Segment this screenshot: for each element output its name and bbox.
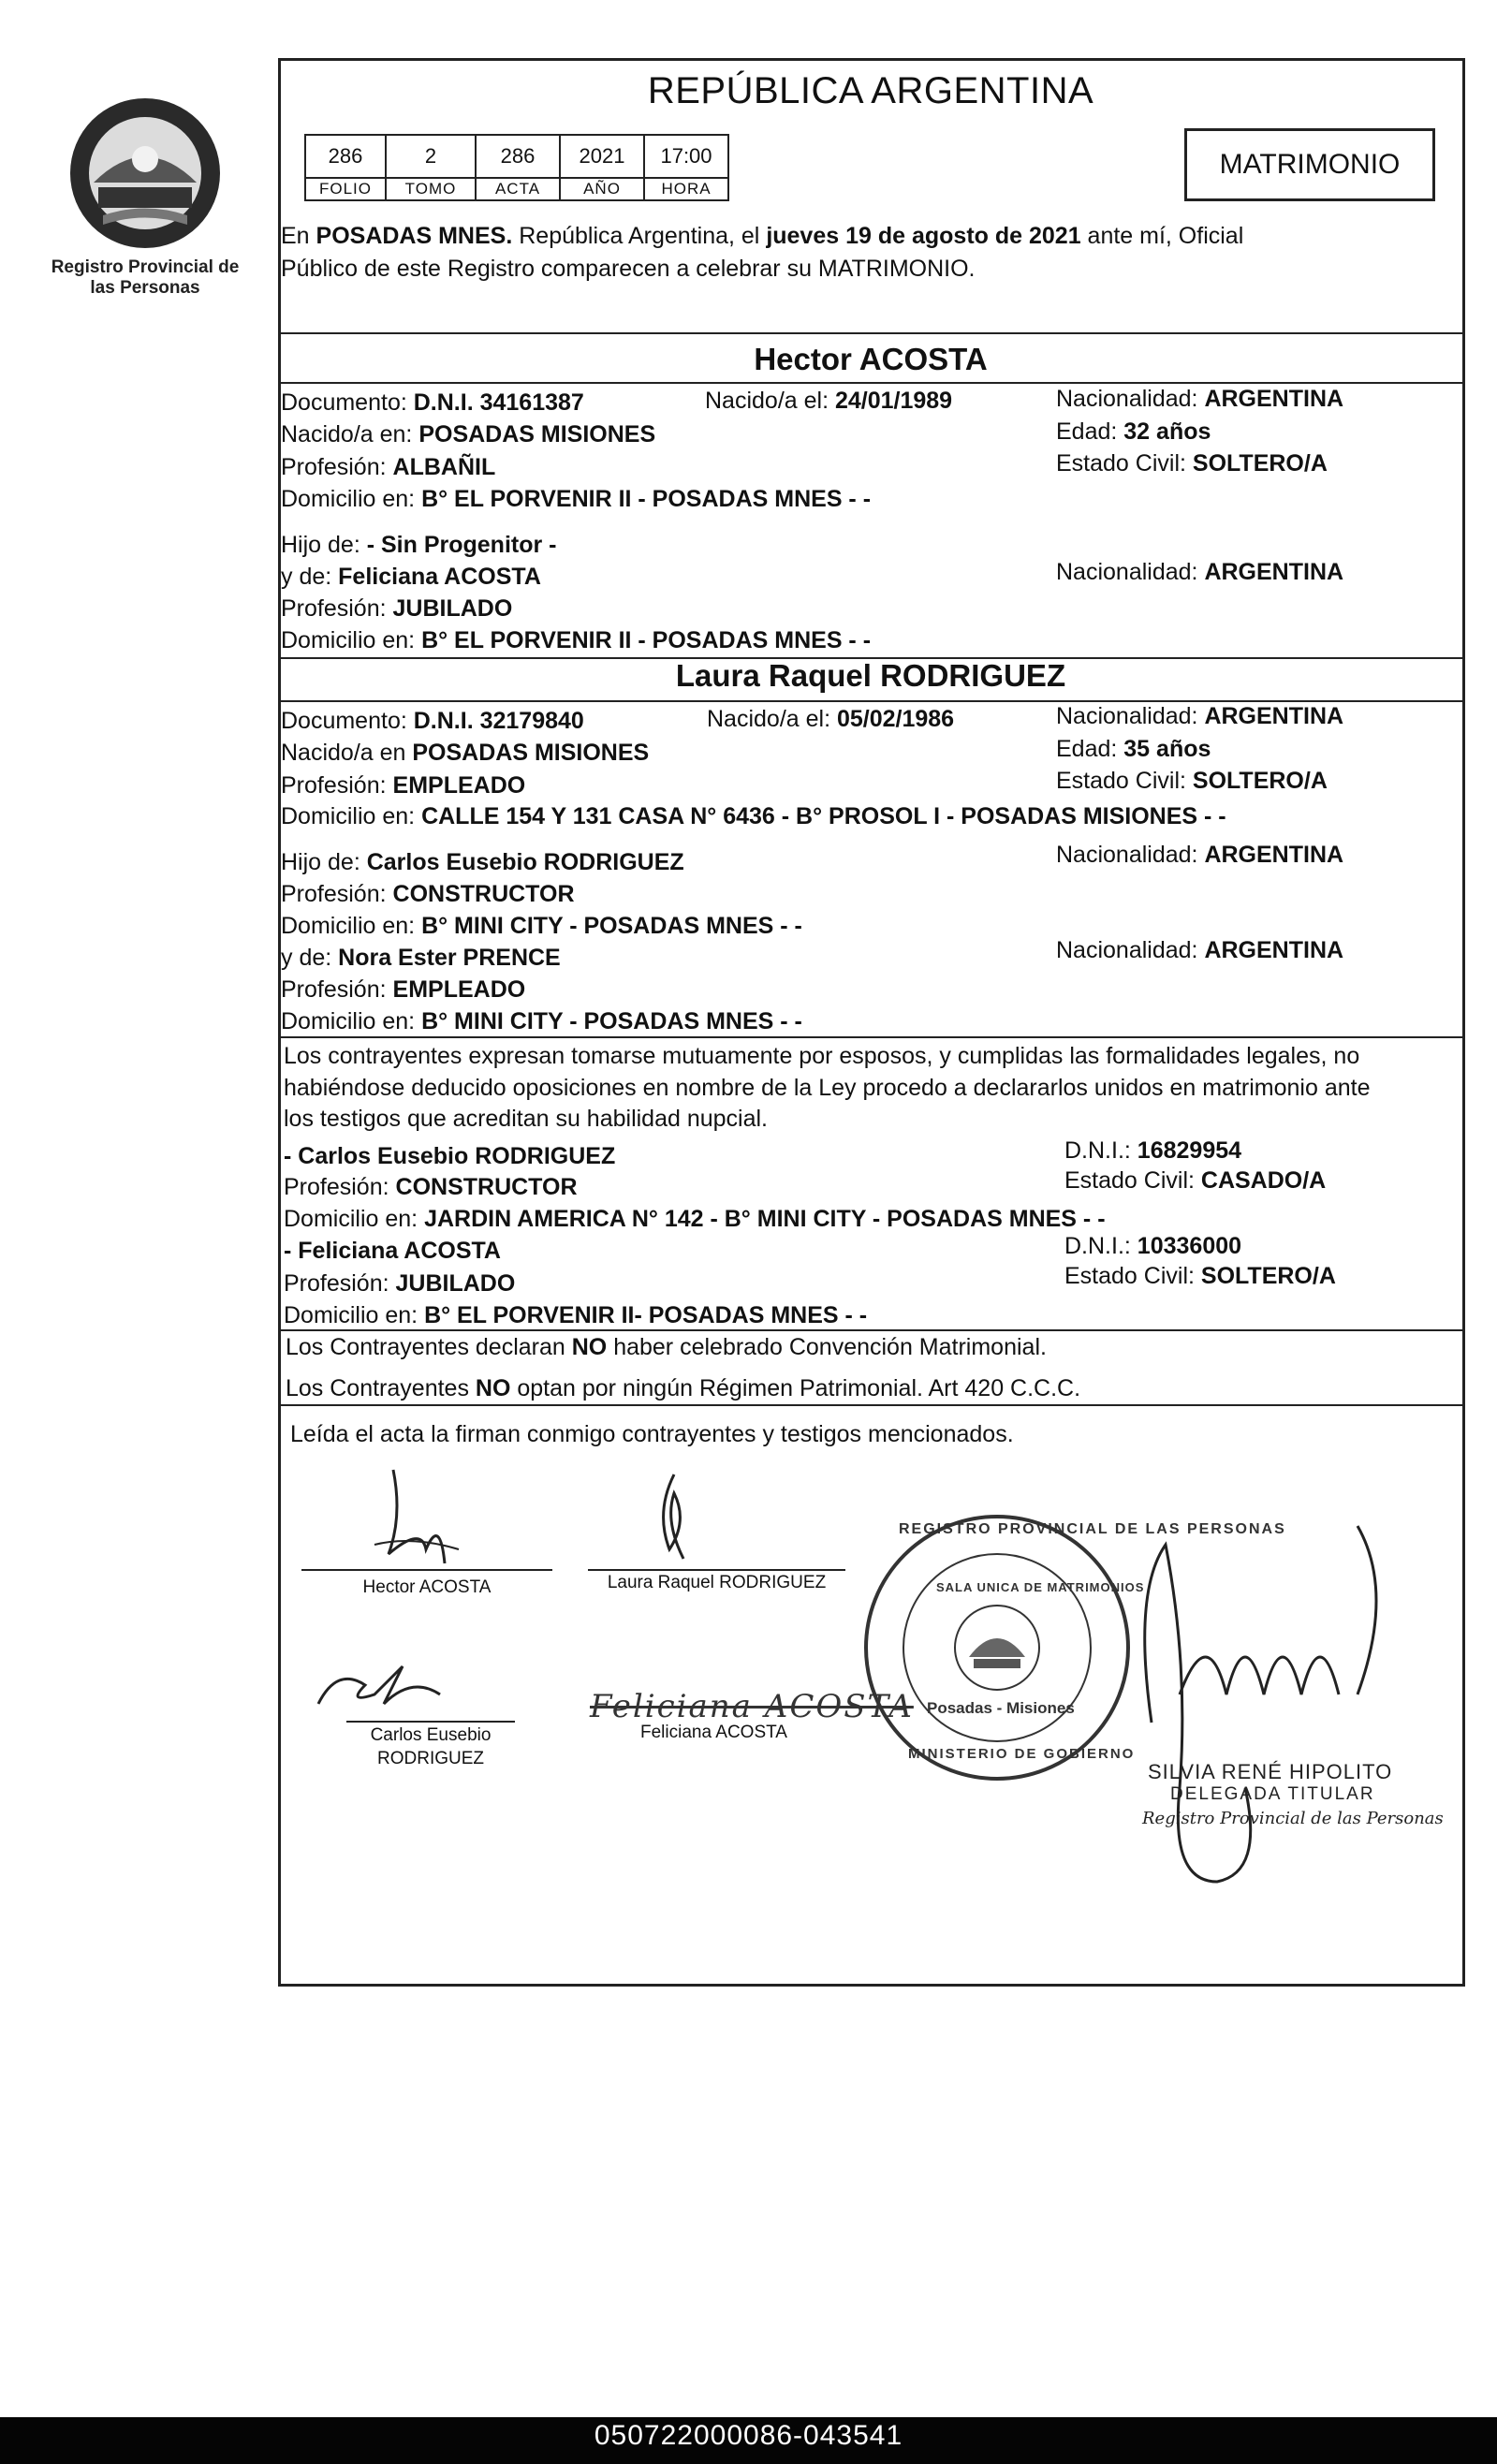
page-title: REPÚBLICA ARGENTINA bbox=[647, 70, 1094, 111]
folio-label: FOLIO bbox=[305, 178, 386, 200]
witness2-profession: Profesión: JUBILADO bbox=[284, 1270, 516, 1297]
signature-line bbox=[301, 1569, 552, 1571]
official-role: DELEGADA TITULAR bbox=[1170, 1784, 1375, 1804]
official-signature bbox=[1077, 1479, 1470, 1900]
signature-feliciana: Feliciana ACOSTA bbox=[590, 1688, 914, 1725]
spouse2-address: Domicilio en: CALLE 154 Y 131 CASA N° 6436 - B° PROSOL I - POSADAS MISIONES - - bbox=[281, 803, 1226, 829]
signature-line bbox=[346, 1721, 515, 1723]
spouse2-parent1: Hijo de: Carlos Eusebio RODRIGUEZ bbox=[281, 849, 684, 875]
intro-line-1: En POSADAS MNES. República Argentina, el jueves 19 de agosto de 2021 ante mí, Oficial bbox=[281, 223, 1244, 249]
province-logo bbox=[66, 94, 225, 253]
witness2-address: Domicilio en: B° EL PORVENIR II- POSADAS MNES - - bbox=[284, 1302, 868, 1328]
witness1-address: Domicilio en: JARDIN AMERICA N° 142 - B° MINI CITY - POSADAS MNES - - bbox=[284, 1206, 1106, 1232]
act-type-box: MATRIMONIO bbox=[1184, 128, 1435, 201]
declaration-line-1: Los contrayentes expresan tomarse mutuamente por esposos, y cumplidas las formalidades legales, no bbox=[284, 1043, 1360, 1069]
witness1-profession: Profesión: CONSTRUCTOR bbox=[284, 1174, 578, 1200]
barcode-number: 050722000086-043541 bbox=[594, 2420, 903, 2451]
closing-text: Leída el acta la firman conmigo contrayentes y testigos mencionados. bbox=[290, 1421, 1014, 1447]
witness1-name: - Carlos Eusebio RODRIGUEZ bbox=[284, 1143, 616, 1169]
spouse2-name: Laura Raquel RODRIGUEZ bbox=[675, 658, 1066, 693]
spouse1-address: Domicilio en: B° EL PORVENIR II - POSADAS MNES - - bbox=[281, 486, 872, 512]
official-name: SILVIA RENÉ HIPOLITO bbox=[1148, 1760, 1393, 1783]
spouse2-parent1-address: Domicilio en: B° MINI CITY - POSADAS MNES - - bbox=[281, 913, 802, 939]
convention-statement: Los Contrayentes declaran NO haber celebrado Convención Matrimonial. bbox=[286, 1334, 1047, 1360]
declaration-line-2: habiéndose deducido oposiciones en nombre de la Ley procedo a declararlos unidos en matrimonio ante bbox=[284, 1075, 1371, 1101]
spouse1-nationality: Nacionalidad: ARGENTINA bbox=[1056, 386, 1344, 412]
divider bbox=[278, 1329, 1465, 1331]
spouse1-birthdate: Nacido/a el: 24/01/1989 bbox=[705, 388, 953, 414]
regime-statement: Los Contrayentes NO optan por ningún Régimen Patrimonial. Art 420 C.C.C. bbox=[286, 1375, 1081, 1401]
divider bbox=[278, 1036, 1465, 1038]
spouse1-document: Documento: D.N.I. 34161387 bbox=[281, 389, 584, 416]
spouse1-profession: Profesión: ALBAÑIL bbox=[281, 454, 496, 480]
declaration-line-3: los testigos que acreditan su habilidad nupcial. bbox=[284, 1106, 769, 1132]
signature-caption-laura: Laura Raquel RODRIGUEZ bbox=[607, 1573, 827, 1592]
spouse2-birthdate: Nacido/a el: 05/02/1986 bbox=[707, 706, 955, 732]
signature-caption-carlos-1: Carlos Eusebio bbox=[370, 1725, 492, 1745]
signature-hector bbox=[337, 1460, 524, 1582]
stamp-ring-text: REGISTRO PROVINCIAL DE LAS PERSONAS bbox=[899, 1521, 1286, 1537]
spouse2-parent2: y de: Nora Ester PRENCE bbox=[281, 945, 561, 971]
spouse2-parent1-nationality: Nacionalidad: ARGENTINA bbox=[1056, 842, 1344, 868]
witness1-civil-status: Estado Civil: CASADO/A bbox=[1064, 1167, 1327, 1194]
spouse1-name: Hector ACOSTA bbox=[754, 342, 988, 376]
spouse1-parent2-nationality: Nacionalidad: ARGENTINA bbox=[1056, 559, 1344, 585]
year-value: 2021 bbox=[560, 135, 644, 178]
year-label: AÑO bbox=[560, 178, 644, 200]
spouse1-parent2-address: Domicilio en: B° EL PORVENIR II - POSADAS MNES - - bbox=[281, 627, 872, 653]
spouse2-profession: Profesión: EMPLEADO bbox=[281, 772, 526, 799]
spouse2-parent2-nationality: Nacionalidad: ARGENTINA bbox=[1056, 937, 1344, 963]
divider bbox=[278, 332, 1465, 334]
spouse2-parent2-address: Domicilio en: B° MINI CITY - POSADAS MNES - - bbox=[281, 1008, 802, 1034]
witness2-dni: D.N.I.: 10336000 bbox=[1064, 1233, 1242, 1259]
spouse1-birthplace: Nacido/a en: POSADAS MISIONES bbox=[281, 421, 656, 447]
stamp-inner-text: SALA UNICA DE MATRIMONIOS bbox=[936, 1580, 1145, 1594]
signature-caption-feliciana: Feliciana ACOSTA bbox=[640, 1723, 787, 1742]
spouse2-parent2-profession: Profesión: EMPLEADO bbox=[281, 976, 526, 1003]
spouse2-civil-status: Estado Civil: SOLTERO/A bbox=[1056, 768, 1328, 794]
tomo-value: 2 bbox=[386, 135, 476, 178]
witness2-name: - Feliciana ACOSTA bbox=[284, 1238, 501, 1264]
spouse1-parent1: Hijo de: - Sin Progenitor - bbox=[281, 532, 557, 558]
stamp-bottom-text: MINISTERIO DE GOBIERNO bbox=[908, 1746, 1136, 1762]
registry-caption: Registro Provincial de las Personas bbox=[51, 257, 240, 298]
hour-label: HORA bbox=[644, 178, 728, 200]
signature-carlos bbox=[309, 1638, 477, 1723]
spouse2-age: Edad: 35 años bbox=[1056, 736, 1211, 762]
divider bbox=[278, 382, 1465, 384]
official-office: Registro Provincial de las Personas bbox=[1142, 1809, 1444, 1828]
acta-value: 286 bbox=[476, 135, 560, 178]
hour-value: 17:00 bbox=[644, 135, 728, 178]
signature-caption-hector: Hector ACOSTA bbox=[362, 1577, 492, 1597]
signature-line bbox=[588, 1569, 845, 1571]
tomo-label: TOMO bbox=[386, 178, 476, 200]
divider bbox=[278, 1404, 1465, 1406]
acta-label: ACTA bbox=[476, 178, 560, 200]
intro-line-2: Público de este Registro comparecen a celebrar su MATRIMONIO. bbox=[281, 256, 976, 282]
signature-caption-carlos-2: RODRIGUEZ bbox=[377, 1749, 484, 1768]
registry-table bbox=[304, 134, 729, 201]
witness1-dni: D.N.I.: 16829954 bbox=[1064, 1137, 1242, 1164]
stamp-city-text: Posadas - Misiones bbox=[927, 1699, 1075, 1717]
spouse1-parent2: y de: Feliciana ACOSTA bbox=[281, 564, 541, 590]
spouse1-age: Edad: 32 años bbox=[1056, 418, 1211, 445]
folio-value: 286 bbox=[305, 135, 386, 178]
spouse2-parent1-profession: Profesión: CONSTRUCTOR bbox=[281, 881, 575, 907]
spouse1-parent2-profession: Profesión: JUBILADO bbox=[281, 595, 513, 622]
spouse1-civil-status: Estado Civil: SOLTERO/A bbox=[1056, 450, 1328, 477]
witness2-civil-status: Estado Civil: SOLTERO/A bbox=[1064, 1263, 1336, 1289]
spouse2-nationality: Nacionalidad: ARGENTINA bbox=[1056, 703, 1344, 729]
signature-laura bbox=[618, 1465, 730, 1577]
spouse2-document: Documento: D.N.I. 32179840 bbox=[281, 708, 584, 734]
spouse2-birthplace: Nacido/a en POSADAS MISIONES bbox=[281, 740, 650, 766]
